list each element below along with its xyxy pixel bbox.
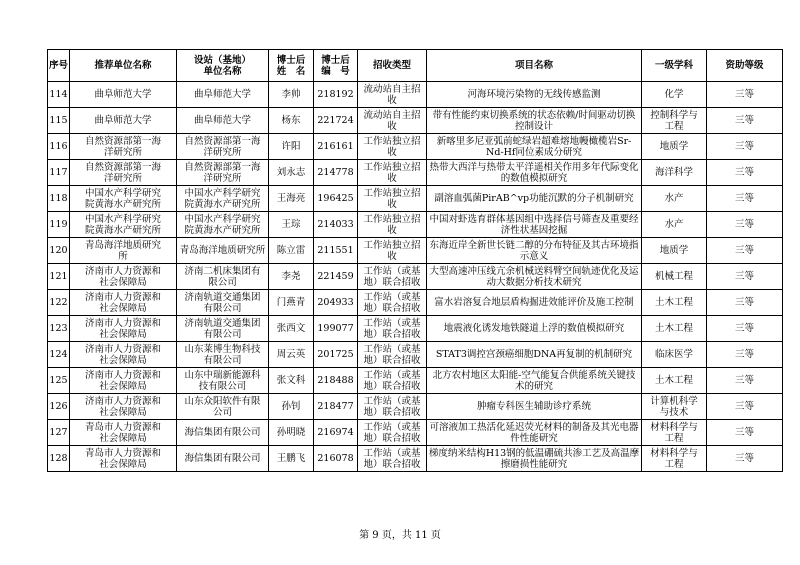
type-cell: 流动站自主招收 xyxy=(358,82,427,108)
award-table xyxy=(47,49,783,472)
table-row xyxy=(48,316,783,342)
type-cell: 工作站（或基 地）联合招收 xyxy=(358,264,427,290)
recommender-cell: 济南市人力资源和 社会保障局 xyxy=(70,290,177,316)
seq-cell: 127 xyxy=(48,420,70,446)
table-row xyxy=(48,290,783,316)
discipline-cell: 材料科学与 工程 xyxy=(642,446,707,472)
grade-cell: 三等 xyxy=(707,316,783,342)
name-cell: 李帅 xyxy=(269,82,314,108)
name-cell: 李尧 xyxy=(269,264,314,290)
grade-cell: 三等 xyxy=(707,108,783,134)
id-cell: 218488 xyxy=(314,368,358,394)
table-row xyxy=(48,82,783,108)
discipline-cell: 土木工程 xyxy=(642,290,707,316)
seq-cell: 114 xyxy=(48,82,70,108)
recommender-cell: 济南市人力资源和 社会保障局 xyxy=(70,264,177,290)
header-type: 招收类型 xyxy=(358,50,427,82)
grade-cell: 三等 xyxy=(707,420,783,446)
recommender-cell: 济南市人力资源和 社会保障局 xyxy=(70,394,177,420)
recommender-cell: 自然资源部第一海 洋研究所 xyxy=(70,160,177,186)
header-seq: 序号 xyxy=(48,50,70,82)
type-cell: 工作站独立招收 xyxy=(358,212,427,238)
grade-cell: 三等 xyxy=(707,160,783,186)
project-cell: 可溶液加工热活化延迟荧光材料的制备及其光电器件性能研究 xyxy=(427,420,642,446)
id-cell: 211551 xyxy=(314,238,358,264)
project-cell: 新喀里多尼亚弧前蛇绿岩超难熔地幔橄榄岩Sr-Nd-Hf同位素成分研究 xyxy=(427,134,642,160)
header-grade: 资助等级 xyxy=(707,50,783,82)
seq-cell: 118 xyxy=(48,186,70,212)
header-discipline: 一级学科 xyxy=(642,50,707,82)
type-cell: 工作站独立招收 xyxy=(358,186,427,212)
project-cell: 富水岩溶复合地层盾构掘进效能评价及施工控制 xyxy=(427,290,642,316)
id-cell: 216974 xyxy=(314,420,358,446)
site-cell: 山东莱博生物科技 有限公司 xyxy=(177,342,269,368)
table-row xyxy=(48,264,783,290)
discipline-cell: 海洋科学 xyxy=(642,160,707,186)
seq-cell: 126 xyxy=(48,394,70,420)
site-cell: 自然资源部第一海 洋研究所 xyxy=(177,134,269,160)
site-cell: 中国水产科学研究 院黄海水产研究所 xyxy=(177,212,269,238)
name-cell: 张西文 xyxy=(269,316,314,342)
discipline-cell: 水产 xyxy=(642,186,707,212)
recommender-cell: 中国水产科学研究 院黄海水产研究所 xyxy=(70,186,177,212)
project-cell: 热带大西洋与热带太平洋遥相关作用多年代际变化的数值模拟研究 xyxy=(427,160,642,186)
grade-cell: 三等 xyxy=(707,134,783,160)
header-recommender: 推荐单位名称 xyxy=(70,50,177,82)
table-row xyxy=(48,134,783,160)
site-cell: 曲阜师范大学 xyxy=(177,108,269,134)
name-cell: 许阳 xyxy=(269,134,314,160)
site-cell: 海信集团有限公司 xyxy=(177,446,269,472)
site-cell: 中国水产科学研究 院黄海水产研究所 xyxy=(177,186,269,212)
site-cell: 海信集团有限公司 xyxy=(177,420,269,446)
discipline-cell: 水产 xyxy=(642,212,707,238)
recommender-cell: 青岛市人力资源和 社会保障局 xyxy=(70,420,177,446)
project-cell: 地震液化诱发地铁隧道上浮的数值模拟研究 xyxy=(427,316,642,342)
name-cell: 王海亮 xyxy=(269,186,314,212)
discipline-cell: 土木工程 xyxy=(642,316,707,342)
header-site: 设站（基地） 单位名称 xyxy=(177,50,269,82)
grade-cell: 三等 xyxy=(707,238,783,264)
grade-cell: 三等 xyxy=(707,394,783,420)
name-cell: 孙明晓 xyxy=(269,420,314,446)
name-cell: 周云英 xyxy=(269,342,314,368)
id-cell: 221459 xyxy=(314,264,358,290)
type-cell: 工作站（或基 地）联合招收 xyxy=(358,394,427,420)
discipline-cell: 土木工程 xyxy=(642,368,707,394)
discipline-cell: 临床医学 xyxy=(642,342,707,368)
table-row xyxy=(48,212,783,238)
type-cell: 流动站自主招收 xyxy=(358,108,427,134)
table-row xyxy=(48,160,783,186)
recommender-cell: 青岛海洋地质研究 所 xyxy=(70,238,177,264)
project-cell: 北方农村地区太阳能-空气能复合供能系统关键技术的研究 xyxy=(427,368,642,394)
project-cell: STAT3调控宫颈癌细胞DNA再复制的机制研究 xyxy=(427,342,642,368)
discipline-cell: 化学 xyxy=(642,82,707,108)
grade-cell: 三等 xyxy=(707,186,783,212)
seq-cell: 128 xyxy=(48,446,70,472)
id-cell: 216078 xyxy=(314,446,358,472)
recommender-cell: 济南市人力资源和 社会保障局 xyxy=(70,342,177,368)
table-row xyxy=(48,238,783,264)
project-cell: 东海近岸全新世长链二醇的分布特征及其古环境指示意义 xyxy=(427,238,642,264)
seq-cell: 120 xyxy=(48,238,70,264)
header-id: 博士后 编 号 xyxy=(314,50,358,82)
seq-cell: 123 xyxy=(48,316,70,342)
type-cell: 工作站独立招收 xyxy=(358,238,427,264)
id-cell: 214033 xyxy=(314,212,358,238)
type-cell: 工作站（或基 地）联合招收 xyxy=(358,316,427,342)
site-cell: 济南二机床集团有 限公司 xyxy=(177,264,269,290)
table-row xyxy=(48,368,783,394)
project-cell: 肿瘤专科医生辅助诊疗系统 xyxy=(427,394,642,420)
table-row xyxy=(48,420,783,446)
id-cell: 201725 xyxy=(314,342,358,368)
grade-cell: 三等 xyxy=(707,446,783,472)
site-cell: 自然资源部第一海 洋研究所 xyxy=(177,160,269,186)
seq-cell: 117 xyxy=(48,160,70,186)
name-cell: 王鹏飞 xyxy=(269,446,314,472)
grade-cell: 三等 xyxy=(707,342,783,368)
project-cell: 河海环境污染物的无线传感监测 xyxy=(427,82,642,108)
project-cell: 带有性能约束切换系统的状态依赖/时间驱动切换控制设计 xyxy=(427,108,642,134)
name-cell: 张文科 xyxy=(269,368,314,394)
name-cell: 陈立雷 xyxy=(269,238,314,264)
header-name: 博士后 姓 名 xyxy=(269,50,314,82)
site-cell: 青岛海洋地质研究所 xyxy=(177,238,269,264)
discipline-cell: 地质学 xyxy=(642,238,707,264)
grade-cell: 三等 xyxy=(707,264,783,290)
table-row xyxy=(48,394,783,420)
site-cell: 济南轨道交通集团 有限公司 xyxy=(177,290,269,316)
site-cell: 曲阜师范大学 xyxy=(177,82,269,108)
table-body xyxy=(48,82,783,472)
page-footer: 第 9 页，共 11 页 xyxy=(359,530,441,541)
seq-cell: 122 xyxy=(48,290,70,316)
seq-cell: 124 xyxy=(48,342,70,368)
table-row xyxy=(48,446,783,472)
name-cell: 杨东 xyxy=(269,108,314,134)
seq-cell: 125 xyxy=(48,368,70,394)
grade-cell: 三等 xyxy=(707,368,783,394)
seq-cell: 119 xyxy=(48,212,70,238)
id-cell: 204933 xyxy=(314,290,358,316)
id-cell: 218477 xyxy=(314,394,358,420)
discipline-cell: 控制科学与 工程 xyxy=(642,108,707,134)
seq-cell: 115 xyxy=(48,108,70,134)
recommender-cell: 曲阜师范大学 xyxy=(70,82,177,108)
project-cell: 梯度纳米结构H13钢的低温硼硫共渗工艺及高温摩擦磨损性能研究 xyxy=(427,446,642,472)
type-cell: 工作站（或基 地）联合招收 xyxy=(358,446,427,472)
id-cell: 216161 xyxy=(314,134,358,160)
header-row xyxy=(48,50,783,82)
type-cell: 工作站（或基 地）联合招收 xyxy=(358,368,427,394)
table-row xyxy=(48,342,783,368)
recommender-cell: 青岛市人力资源和 社会保障局 xyxy=(70,446,177,472)
id-cell: 199077 xyxy=(314,316,358,342)
recommender-cell: 中国水产科学研究 院黄海水产研究所 xyxy=(70,212,177,238)
recommender-cell: 自然资源部第一海 洋研究所 xyxy=(70,134,177,160)
id-cell: 214778 xyxy=(314,160,358,186)
name-cell: 门燕青 xyxy=(269,290,314,316)
grade-cell: 三等 xyxy=(707,290,783,316)
table-row xyxy=(48,186,783,212)
type-cell: 工作站独立招收 xyxy=(358,134,427,160)
project-cell: 大型高速冲压线亢余机械送料臂空间轨迹优化及运动大数据分析技术研究 xyxy=(427,264,642,290)
discipline-cell: 机械工程 xyxy=(642,264,707,290)
id-cell: 221724 xyxy=(314,108,358,134)
recommender-cell: 济南市人力资源和 社会保障局 xyxy=(70,368,177,394)
type-cell: 工作站独立招收 xyxy=(358,160,427,186)
grade-cell: 三等 xyxy=(707,212,783,238)
header-project: 项目名称 xyxy=(427,50,642,82)
name-cell: 王琮 xyxy=(269,212,314,238)
project-cell: 中国对虾选育群体基因组中选择信号筛查及重要经济性状基因挖掘 xyxy=(427,212,642,238)
type-cell: 工作站（或基 地）联合招收 xyxy=(358,342,427,368)
table-row xyxy=(48,108,783,134)
id-cell: 218192 xyxy=(314,82,358,108)
recommender-cell: 曲阜师范大学 xyxy=(70,108,177,134)
discipline-cell: 材料科学与 工程 xyxy=(642,420,707,446)
name-cell: 刘永志 xyxy=(269,160,314,186)
recommender-cell: 济南市人力资源和 社会保障局 xyxy=(70,316,177,342)
type-cell: 工作站（或基 地）联合招收 xyxy=(358,290,427,316)
site-cell: 济南轨道交通集团 有限公司 xyxy=(177,316,269,342)
seq-cell: 116 xyxy=(48,134,70,160)
name-cell: 孙钊 xyxy=(269,394,314,420)
type-cell: 工作站（或基 地）联合招收 xyxy=(358,420,427,446)
seq-cell: 121 xyxy=(48,264,70,290)
grade-cell: 三等 xyxy=(707,82,783,108)
site-cell: 山东中瑞新能源科 技有限公司 xyxy=(177,368,269,394)
project-cell: 副溶血弧菌PirAB^vp功能沉默的分子机制研究 xyxy=(427,186,642,212)
discipline-cell: 地质学 xyxy=(642,134,707,160)
site-cell: 山东众阳软件有限 公司 xyxy=(177,394,269,420)
discipline-cell: 计算机科学 与技术 xyxy=(642,394,707,420)
id-cell: 196425 xyxy=(314,186,358,212)
